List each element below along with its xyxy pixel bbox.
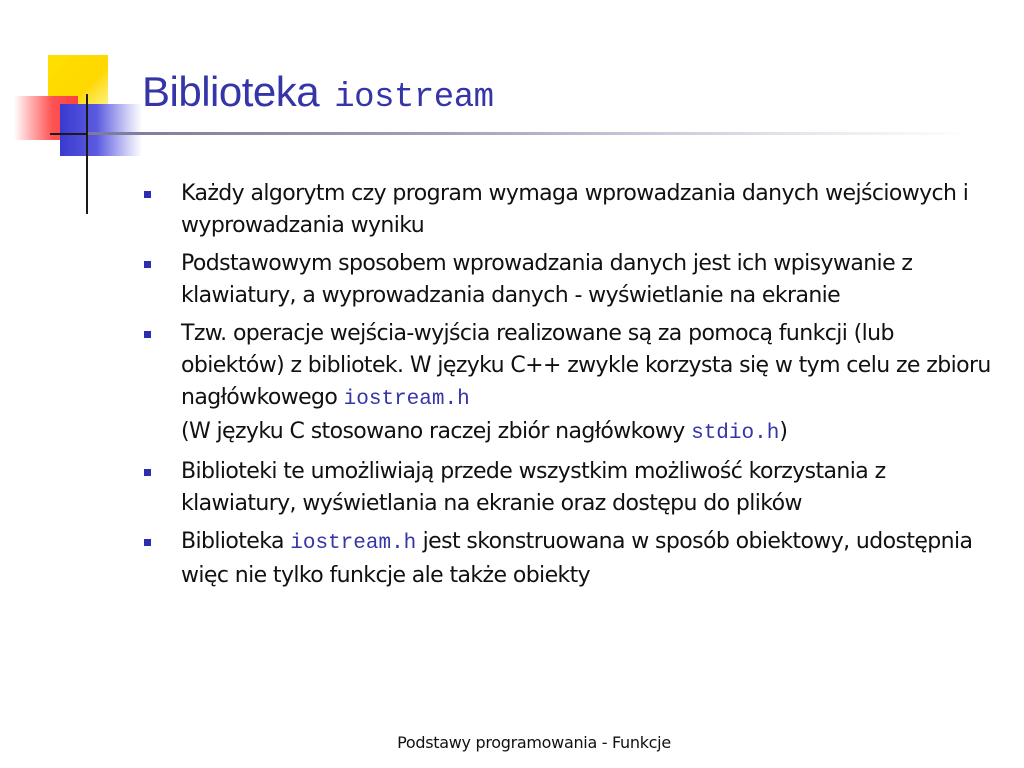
bullet-text: Biblioteka — [181, 529, 291, 554]
slide-title-code: iostream — [334, 79, 494, 117]
bullet-item — [142, 526, 992, 592]
slide-content — [142, 178, 992, 598]
bullet-text: Każdy algorytm czy program wymaga wprowadzania danych wejściowych i wyprowadzania wyniku — [181, 181, 969, 238]
slide-logo-decoration — [0, 0, 140, 220]
bullet-item — [142, 178, 992, 242]
title-underline-rule — [88, 132, 968, 135]
bullet-item — [142, 456, 992, 520]
bullet-item — [142, 318, 992, 450]
bullet-code: iostream.h — [290, 532, 417, 555]
slide-title-text: Biblioteka — [142, 68, 320, 115]
bullet-text: ) — [779, 419, 788, 444]
bullet-list — [142, 178, 992, 592]
bullet-text: Tzw. operacje wejścia-wyjścia realizowane są za pomocą funkcji (lub obiektów) z bibliotek. W języku C++ zwykle korzysta się w tym celu ze zbioru nagłówkowego — [181, 321, 991, 410]
bullet-text: Biblioteki te umożliwiają przede wszystkim możliwość korzystania z klawiatury, wyświetlania na ekranie oraz dostępu do plików — [181, 459, 886, 516]
square-bullet-icon — [144, 539, 151, 546]
bullet-code: stdio.h — [691, 422, 780, 445]
bullet-code: iostream.h — [343, 388, 470, 411]
square-bullet-icon — [144, 331, 151, 338]
square-bullet-icon — [144, 261, 151, 268]
bullet-text: (W języku C stosowano raczej zbiór nagłówkowy — [181, 419, 692, 444]
bullet-item — [142, 248, 992, 312]
bullet-text: jest skonstruowana w sposób obiektowy, udostępnia więc nie tylko funkcje ale także obiekty — [181, 529, 973, 588]
logo-vertical-line — [86, 94, 88, 214]
logo-blue-square — [60, 104, 142, 156]
square-bullet-icon — [144, 469, 151, 476]
square-bullet-icon — [144, 191, 151, 198]
bullet-text: Podstawowym sposobem wprowadzania danych jest ich wpisywanie z klawiatury, a wyprowadzania danych - wyświetlanie na ekranie — [181, 251, 913, 308]
slide-footer: Podstawy programowania - Funkcje — [397, 733, 671, 752]
slide-title — [142, 68, 494, 117]
